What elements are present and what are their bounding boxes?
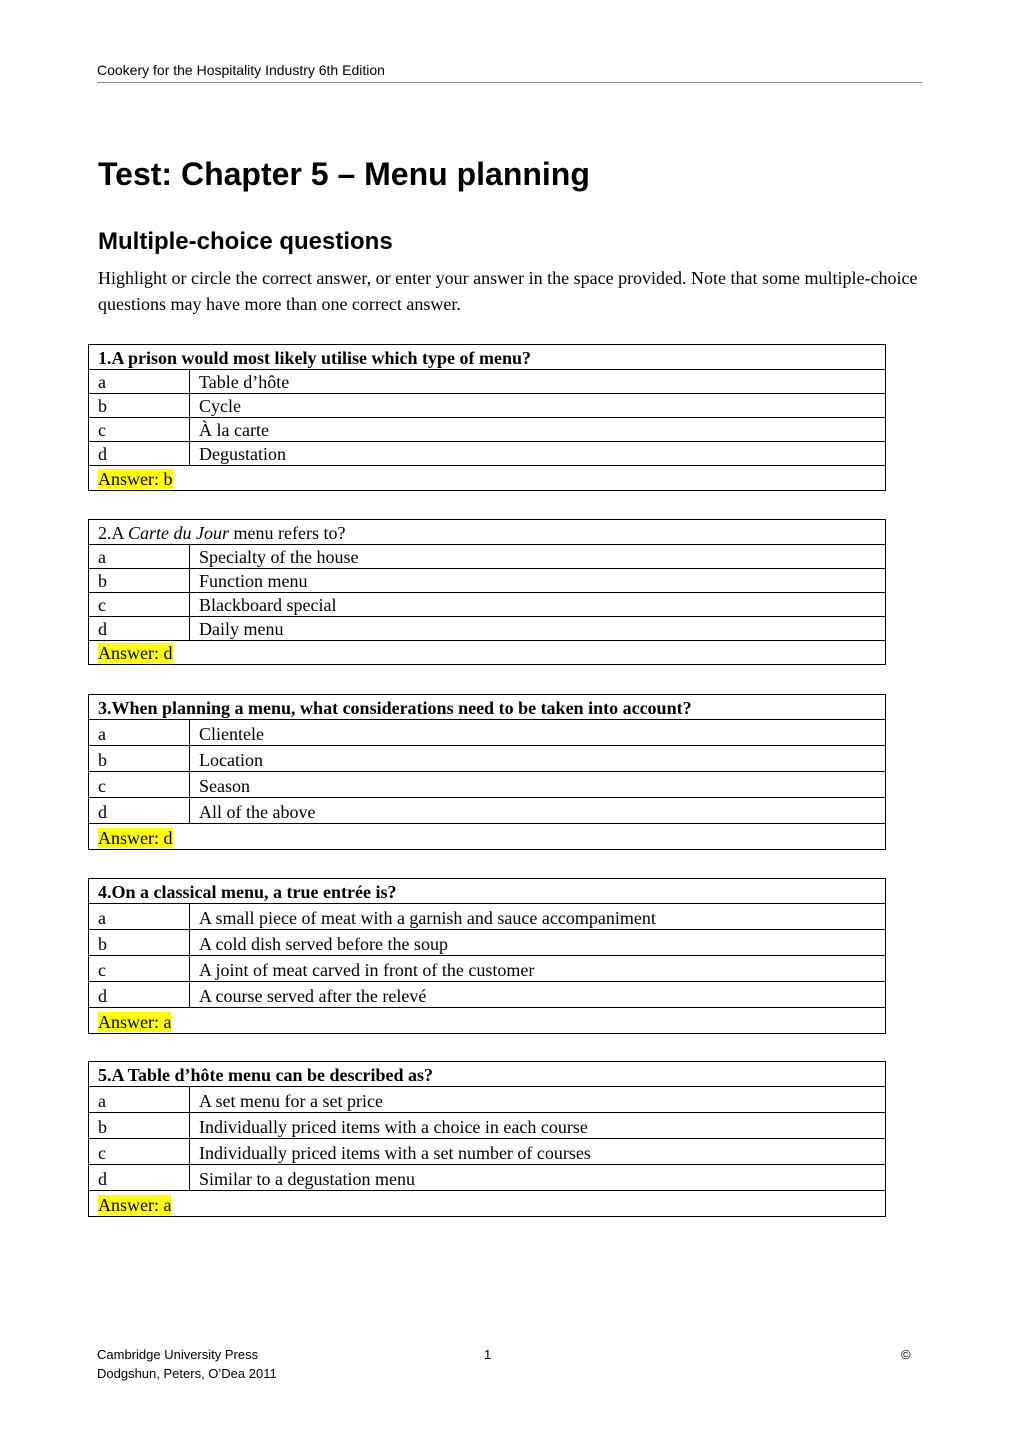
option-text[interactable]: Specialty of the house xyxy=(190,545,886,569)
answer-row xyxy=(89,1008,886,1034)
question-1-table xyxy=(88,344,886,491)
option-text[interactable]: Location xyxy=(190,746,886,772)
answer-row xyxy=(89,1191,886,1217)
question-text: 1.A prison would most likely utilise which type of menu? xyxy=(89,345,886,370)
option-letter[interactable]: c xyxy=(89,593,190,617)
answer-highlight: Answer: a xyxy=(98,1012,172,1032)
question-4-table xyxy=(88,878,886,1034)
option-text[interactable]: A small piece of meat with a garnish and sauce accompaniment xyxy=(190,904,886,930)
answer-row xyxy=(89,466,886,491)
page-title: Test: Chapter 5 – Menu planning xyxy=(98,156,590,192)
answer-highlight: Answer: d xyxy=(98,828,173,848)
answer-highlight: Answer: a xyxy=(98,1195,172,1215)
option-letter[interactable]: c xyxy=(89,956,190,982)
option-text[interactable]: Individually priced items with a set number of courses xyxy=(190,1139,886,1165)
option-letter[interactable]: b xyxy=(89,1113,190,1139)
option-text[interactable]: Season xyxy=(190,772,886,798)
option-letter[interactable]: d xyxy=(89,1165,190,1191)
option-text[interactable]: Cycle xyxy=(190,394,886,418)
option-letter[interactable]: c xyxy=(89,418,190,442)
option-letter[interactable]: c xyxy=(89,1139,190,1165)
footer-authors: Dodgshun, Peters, O’Dea 2011 xyxy=(97,1366,277,1381)
option-letter[interactable]: b xyxy=(89,394,190,418)
option-text[interactable]: Similar to a degustation menu xyxy=(190,1165,886,1191)
question-text: 5.A Table d’hôte menu can be described as? xyxy=(89,1062,886,1087)
option-text[interactable]: Daily menu xyxy=(190,617,886,641)
option-letter[interactable]: d xyxy=(89,982,190,1008)
option-letter[interactable]: b xyxy=(89,569,190,593)
question-text: 4.On a classical menu, a true entrée is? xyxy=(89,879,886,904)
section-heading: Multiple-choice questions xyxy=(98,228,393,255)
option-text[interactable]: Individually priced items with a choice in each course xyxy=(190,1113,886,1139)
footer-publisher: Cambridge University Press xyxy=(97,1347,259,1362)
question-5-table xyxy=(88,1061,886,1217)
answer-highlight: Answer: d xyxy=(98,643,173,663)
instructions: Highlight or circle the correct answer, or enter your answer in the space provided. Note that some multiple-choice questions may have more than one correct answer. xyxy=(98,268,918,314)
option-letter[interactable]: b xyxy=(89,930,190,956)
footer-page-number: 1 xyxy=(484,1347,492,1362)
option-letter[interactable]: d xyxy=(89,442,190,466)
question-text: 2.A Carte du Jour menu refers to? xyxy=(89,520,886,545)
option-text[interactable]: Function menu xyxy=(190,569,886,593)
answer-highlight: Answer: b xyxy=(98,469,173,489)
option-text[interactable]: A cold dish served before the soup xyxy=(190,930,886,956)
option-text[interactable]: Degustation xyxy=(190,442,886,466)
option-text[interactable]: A course served after the relevé xyxy=(190,982,886,1008)
option-text[interactable]: A set menu for a set price xyxy=(190,1087,886,1113)
option-text[interactable]: Clientele xyxy=(190,720,886,746)
option-letter[interactable]: a xyxy=(89,1087,190,1113)
option-text[interactable]: Blackboard special xyxy=(190,593,886,617)
option-letter[interactable]: a xyxy=(89,720,190,746)
footer-copyright: © xyxy=(901,1347,911,1362)
option-letter[interactable]: a xyxy=(89,904,190,930)
answer-row xyxy=(89,641,886,665)
option-letter[interactable]: c xyxy=(89,772,190,798)
option-text[interactable]: Table d’hôte xyxy=(190,370,886,394)
option-text[interactable]: A joint of meat carved in front of the customer xyxy=(190,956,886,982)
option-letter[interactable]: d xyxy=(89,617,190,641)
option-letter[interactable]: d xyxy=(89,798,190,824)
running-header: Cookery for the Hospitality Industry 6th Edition xyxy=(97,62,923,83)
option-letter[interactable]: b xyxy=(89,746,190,772)
question-text: 3.When planning a menu, what considerations need to be taken into account? xyxy=(89,695,886,720)
question-2-table xyxy=(88,519,886,665)
option-letter[interactable]: a xyxy=(89,545,190,569)
option-text[interactable]: À la carte xyxy=(190,418,886,442)
option-letter[interactable]: a xyxy=(89,370,190,394)
option-text[interactable]: All of the above xyxy=(190,798,886,824)
question-3-table xyxy=(88,694,886,850)
answer-row xyxy=(89,824,886,850)
